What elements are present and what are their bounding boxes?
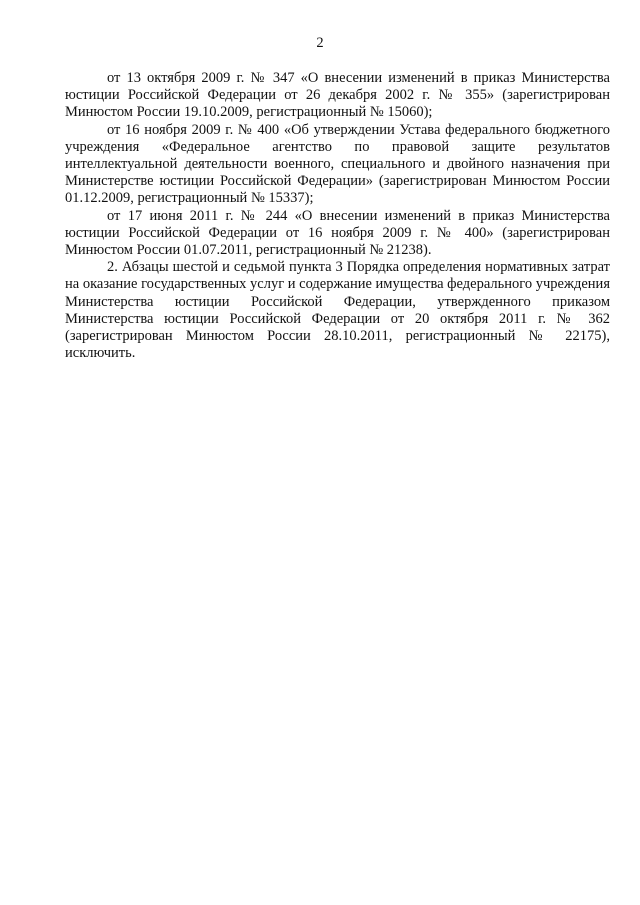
document-body <box>65 70 610 362</box>
paragraph-item-2: 2. Абзацы шестой и седьмой пункта 3 Порядка определения нормативных затрат на оказание государственных услуг и содержание имущества федерального учреждения Министерства юстиции Российской Федерации, утвержденного приказом Министерства юстиции Российской Федерации от 20 октября 2011 г. № 362 (зарегистрирован Минюстом России 28.10.2011, регистрационный № 22175), исключить. <box>65 259 610 362</box>
paragraph-order-347: от 13 октября 2009 г. № 347 «О внесении изменений в приказ Министерства юстиции Российской Федерации от 26 декабря 2002 г. № 355» (зарегистрирован Минюстом России 19.10.2009, регистрационный № 15060); <box>65 70 610 121</box>
paragraph-order-400: от 16 ноября 2009 г. № 400 «Об утверждении Устава федерального бюджетного учреждения «Федеральное агентство по правовой защите результатов интеллектуальной деятельности военного, специального и двойного назначения при Министерстве юстиции Российской Федерации» (зарегистрирован Минюстом России 01.12.2009, регистрационный № 15337); <box>65 121 610 207</box>
paragraph-order-244: от 17 июня 2011 г. № 244 «О внесении изменений в приказ Министерства юстиции Российской Федерации от 16 ноября 2009 г. № 400» (зарегистрирован Минюстом России 01.07.2011, регистрационный № 21238). <box>65 207 610 259</box>
page-number: 2 <box>316 35 324 51</box>
